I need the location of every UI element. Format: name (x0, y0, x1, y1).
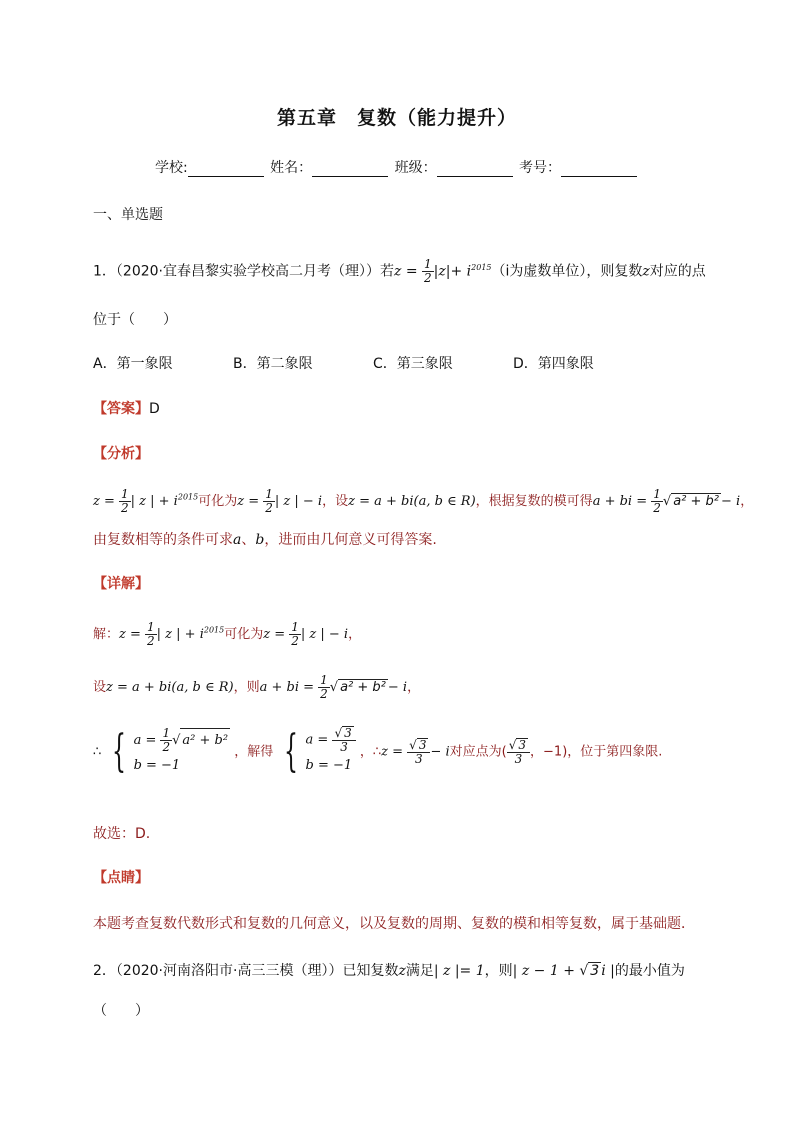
math-text: | z | + i (130, 494, 178, 509)
comment-tag: 【点睛】 (93, 870, 149, 886)
math-text: i | (601, 963, 615, 979)
stem-text: 已知复数 (342, 963, 399, 979)
math-text: | z |= 1 (433, 963, 485, 979)
option-c[interactable]: C．第三象限 (373, 356, 453, 372)
math-text: |z| (433, 263, 451, 280)
detail-text: 可化为 (224, 627, 264, 642)
section-heading: 一、单选题 (93, 207, 163, 223)
math-text: − i (721, 494, 741, 509)
analysis-text: 可化为 (198, 494, 238, 509)
answer-value: D (149, 401, 160, 417)
question-2-stem-line2: （ ） (93, 1003, 149, 1019)
stem-text: 若 (380, 263, 394, 280)
detail-text: ，−1)，位于第四象限. (530, 744, 663, 760)
fraction (289, 621, 301, 648)
option-d[interactable]: D．第四象限 (513, 356, 594, 372)
math-text: a + bi = (592, 494, 648, 509)
system-row: b = −1 (305, 758, 353, 773)
math-text: z = (394, 263, 418, 280)
detail-text: ，∴ (359, 744, 382, 760)
question-1-stem (93, 258, 706, 285)
frac-num: 1 (147, 620, 155, 634)
frac-num: 1 (162, 725, 171, 740)
detail-text: ，解得 (234, 744, 274, 760)
sqrt-expr: a² + b² (180, 728, 230, 753)
school-blank[interactable] (188, 163, 264, 177)
frac-den: 2 (265, 501, 273, 515)
sqrt-expr: 3 (518, 738, 527, 752)
analysis-tag: 【分析】 (93, 446, 149, 462)
option-a[interactable]: A．第一象限 (93, 356, 173, 372)
detail-line-2: 设z = a + bi(a, b ∈ R)，则a + bi = $\frac{1}{2}$ √ a² + b² − i， (93, 673, 421, 701)
exponent: 2015 (471, 262, 492, 272)
analysis-text: ， (740, 494, 754, 509)
detail-line-3 (93, 726, 662, 778)
detail-text: 对应点为( (449, 744, 507, 760)
math-text: z = (93, 494, 115, 509)
math-text: z = (119, 627, 141, 642)
sqrt-expr: 3 (344, 726, 352, 740)
question-source: （2020·宜春昌黎实验学校高二月考（理）） (115, 263, 380, 280)
detail-text: 设 (93, 680, 107, 695)
fraction: $\frac{√ 3}{3}$ (507, 738, 530, 766)
analysis-text: ，进而由几何意义可得答案. (264, 532, 437, 548)
question-source: （2020·河南洛阳市·高三三模（理）） (115, 963, 343, 979)
frac-num: 1 (265, 487, 273, 501)
fraction: $\frac{√ 3}{3}$ (332, 726, 355, 754)
analysis-text: ，设 (322, 494, 349, 509)
number-label: 考号： (519, 160, 562, 176)
math-text: | z | − i (300, 627, 349, 642)
sqrt-expr: a² + b² (340, 680, 386, 695)
frac-den: 2 (424, 271, 432, 285)
frac-den: 3 (415, 752, 423, 766)
fraction (318, 674, 330, 701)
left-brace-icon: { (112, 726, 127, 777)
frac-num: 1 (653, 487, 661, 501)
math-text: − i (430, 744, 450, 760)
analysis-line-2 (93, 529, 437, 549)
math-text: a + bi = (259, 680, 315, 695)
fraction (263, 488, 275, 515)
math-text: | z − 1 + (512, 963, 580, 979)
detail-tag: 【详解】 (93, 576, 149, 592)
frac-num: 1 (320, 673, 328, 687)
frac-num: 1 (121, 487, 129, 501)
stem-text: ，则 (484, 963, 513, 979)
frac-den: 2 (147, 634, 155, 648)
exponent: 2015 (203, 625, 225, 635)
system-row: b = −1 (133, 757, 181, 773)
analysis-text: 由复数相等的条件可求 (93, 532, 233, 548)
math-text: a (233, 532, 242, 548)
fraction (422, 258, 434, 285)
math-text: z (398, 963, 406, 979)
solution-system (306, 726, 356, 778)
system-row: a = $\frac{1}{2}$ √ a² + b² (133, 725, 229, 754)
fraction (145, 621, 157, 648)
detail-text: ，则 (233, 680, 260, 695)
class-blank[interactable] (437, 163, 513, 177)
math-text: z = (237, 494, 260, 509)
sqrt-expr: a² + b² (673, 494, 719, 509)
fraction (119, 488, 131, 515)
equation-system (134, 727, 231, 778)
exponent: 2015 (177, 492, 199, 502)
fraction: $\frac{√ 3}{3}$ (407, 738, 430, 766)
question-number: 2． (93, 963, 116, 979)
frac-den: 2 (653, 501, 661, 515)
frac-den: 2 (320, 687, 328, 701)
question-number: 1． (93, 263, 116, 280)
analysis-text: ，根据复数的模可得 (475, 494, 593, 509)
question-1-stem-line2: 位于（ ） (93, 312, 177, 328)
school-label: 学校: (154, 160, 188, 176)
math-text: z = a + bi(a, b ∈ R) (106, 680, 234, 695)
frac-num: 1 (424, 257, 432, 271)
math-text: z = (263, 627, 286, 642)
analysis-line-1: z = $\frac{1}{2}$ | z | + $i^{2015}$可化为z = $\frac{1}{2}$ | z | − i，设z = a + bi(a, b ∈ R)，根据复数的模可得a + bi = $\frac{1}{2}$ √ a² + b² − i， (93, 487, 754, 515)
stem-text: 对应的点 (649, 263, 706, 280)
math-text: | z | + i (156, 627, 204, 642)
stem-text: 满足 (405, 963, 434, 979)
frac-den: 2 (291, 634, 299, 648)
question-1-options (93, 353, 594, 373)
math-text: b (255, 532, 265, 548)
frac-den: 2 (162, 739, 171, 754)
frac-den: 3 (340, 740, 348, 754)
answer-tag: 【答案】 (93, 401, 149, 417)
sqrt-expr: 3 (418, 738, 427, 752)
number-blank[interactable] (561, 163, 637, 177)
fraction (651, 488, 663, 515)
answer-line (93, 398, 160, 418)
math-text: | z | − i (274, 494, 323, 509)
math-text: z = a + bi(a, b ∈ R) (348, 494, 476, 509)
frac-den: 3 (514, 752, 523, 766)
therefore-symbol: ∴ (93, 744, 102, 760)
select-line: 故选：D. (93, 826, 151, 842)
detail-text: 解： (93, 627, 120, 642)
math-text: + i (450, 263, 472, 280)
page-title: 第五章 复数（能力提升） (276, 107, 517, 129)
stem-text: （i为虚数单位），则复数 (491, 263, 643, 280)
detail-line-1 (93, 621, 361, 648)
option-b[interactable]: B．第二象限 (233, 356, 313, 372)
math-text: a = (305, 732, 329, 748)
analysis-text: 、 (241, 532, 256, 548)
detail-text: ， (348, 627, 362, 642)
stem-text: 的最小值为 (614, 963, 685, 979)
math-text: z (642, 263, 650, 280)
question-2-stem: 2．（2020·河南洛阳市·高三三模（理））已知复数z满足| z |= 1，则| z − 1 + √ 3 i |的最小值为 (93, 963, 685, 979)
detail-text: ， (407, 680, 421, 695)
fraction (160, 727, 172, 754)
frac-num: 1 (291, 620, 299, 634)
math-text: z = (381, 744, 404, 760)
math-text: a = (133, 732, 157, 748)
left-brace-icon: { (284, 726, 299, 777)
student-info-line (0, 157, 794, 177)
class-label: 班级： (394, 160, 437, 176)
math-text: − i (387, 680, 408, 695)
sqrt-expr: 3 (590, 963, 600, 979)
name-blank[interactable] (312, 163, 388, 177)
frac-den: 2 (121, 501, 129, 515)
name-label: 姓名： (270, 160, 313, 176)
system-row (306, 726, 356, 754)
comment-text: 本题考查复数代数形式和复数的几何意义，以及复数的周期、复数的模和相等复数，属于基础题． (93, 916, 695, 932)
